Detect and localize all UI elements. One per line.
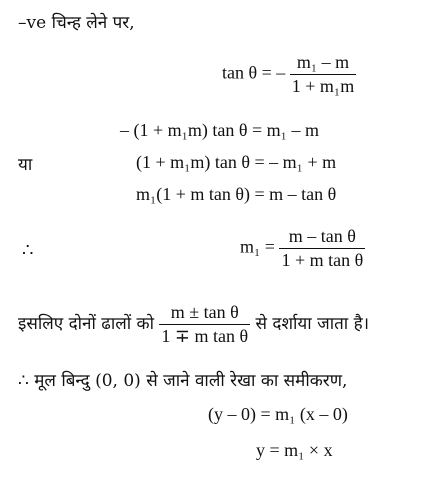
slopes-pre-text: इसलिए दोनों ढालों को xyxy=(18,314,155,334)
equation-5-fraction xyxy=(279,226,365,271)
equation-3: (1 + m₁m) tan θ = – m₁ + m xyxy=(136,152,337,172)
equation-5-lhs: m₁ = xyxy=(240,236,275,257)
equation-4: m₁(1 + m tan θ) = m – tan θ xyxy=(136,184,337,204)
equation-7: y = m₁ × x xyxy=(256,440,333,460)
equation-1 xyxy=(222,52,356,97)
intro-text: –ve चिन्ह लेने पर, xyxy=(18,13,135,33)
slopes-denominator: 1 ∓ m tan θ xyxy=(161,326,249,346)
equation-1-lhs: tan θ = – xyxy=(222,62,286,83)
ya-label: या xyxy=(18,155,33,175)
slopes-numerator: m ± tan θ xyxy=(170,302,239,322)
line-equation-text: ∴ मूल बिन्दु (0, 0) से जाने वाली रेखा का समीकरण, xyxy=(18,371,348,391)
equation-2: – (1 + m₁m) tan θ = m₁ – m xyxy=(120,120,319,140)
slopes-post-text: से दर्शाया जाता है। xyxy=(255,314,370,334)
equation-5-denominator: 1 + m tan θ xyxy=(281,250,364,270)
slopes-sentence xyxy=(18,302,369,347)
equation-5 xyxy=(240,226,365,271)
equation-1-numerator: m₁ – m xyxy=(296,52,350,72)
slopes-fraction xyxy=(159,302,250,347)
equation-1-fraction xyxy=(290,52,356,97)
equation-6: (y – 0) = m₁ (x – 0) xyxy=(208,404,348,424)
therefore-symbol: ∴ xyxy=(22,240,34,260)
equation-1-denominator: 1 + m₁m xyxy=(291,76,355,96)
equation-5-numerator: m – tan θ xyxy=(288,226,356,246)
